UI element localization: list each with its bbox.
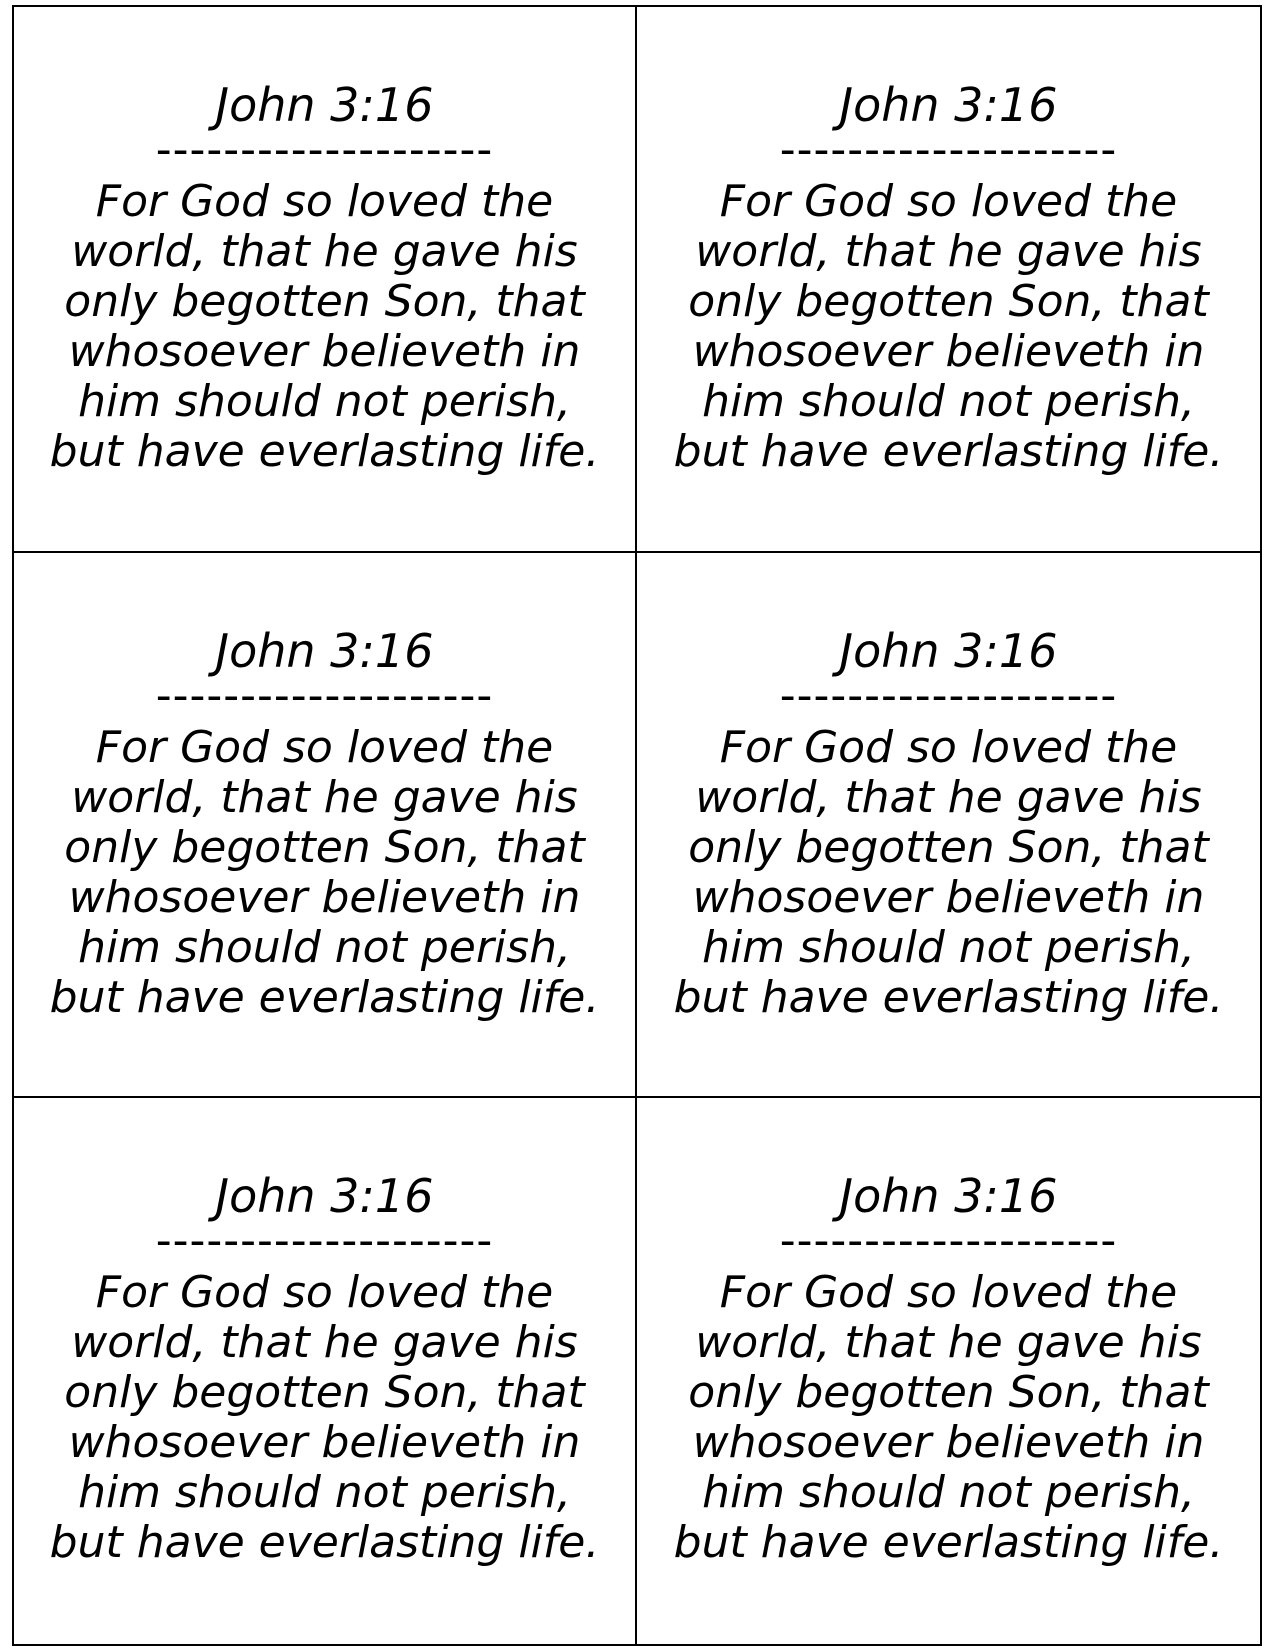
verse-reference: John 3:16 xyxy=(839,78,1058,132)
verse-text: For God so loved the world, that he gave his only begotten Son, that whosoever believeth in him should not perish, but have everlasting life. xyxy=(673,721,1224,1023)
verse-card xyxy=(14,7,637,553)
dashed-divider: -------------------- xyxy=(155,678,494,719)
verse-reference: John 3:16 xyxy=(839,1169,1058,1224)
dashed-divider: -------------------- xyxy=(779,133,1118,173)
verse-card xyxy=(637,1098,1260,1644)
verse-text: For God so loved the world, that he gave his only begotten Son, that whosoever believeth in him should not perish, but have everlasting life. xyxy=(673,176,1224,477)
dashed-divider: -------------------- xyxy=(155,1224,494,1265)
dashed-divider: -------------------- xyxy=(779,678,1118,719)
verse-text: For God so loved the world, that he gave his only begotten Son, that whosoever believeth in him should not perish, but have everlasting life. xyxy=(49,176,600,477)
verse-reference: John 3:16 xyxy=(839,623,1058,678)
verse-reference: John 3:16 xyxy=(215,623,434,678)
verse-text: For God so loved the world, that he gave his only begotten Son, that whosoever believeth in him should not perish, but have everlasting life. xyxy=(49,1267,600,1569)
verse-reference: John 3:16 xyxy=(215,78,434,132)
verse-text: For God so loved the world, that he gave his only begotten Son, that whosoever believeth in him should not perish, but have everlasting life. xyxy=(49,721,600,1023)
dashed-divider: -------------------- xyxy=(779,1224,1118,1265)
flashcard-sheet xyxy=(12,5,1262,1646)
verse-card xyxy=(637,7,1260,553)
verse-text: For God so loved the world, that he gave his only begotten Son, that whosoever believeth in him should not perish, but have everlasting life. xyxy=(673,1267,1224,1569)
verse-card xyxy=(14,553,637,1099)
verse-card xyxy=(14,1098,637,1644)
verse-reference: John 3:16 xyxy=(215,1169,434,1224)
dashed-divider: -------------------- xyxy=(155,133,494,173)
verse-card xyxy=(637,553,1260,1099)
